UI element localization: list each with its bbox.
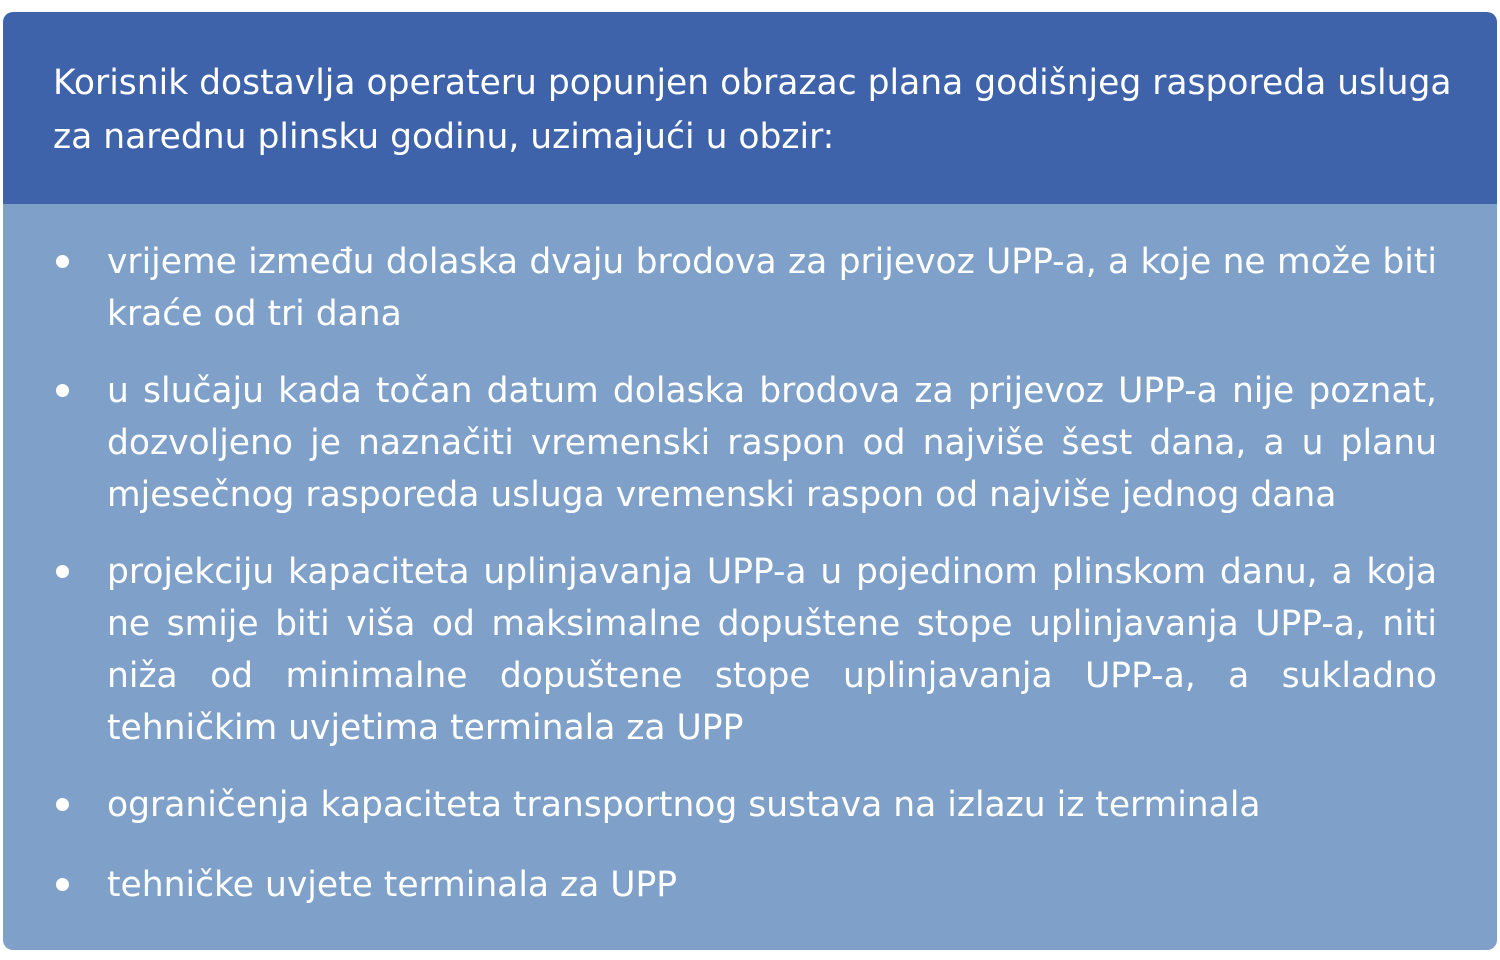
list-item: [3, 236, 1497, 340]
list-item-text: ograničenja kapaciteta transportnog sustava na izlazu iz terminala: [107, 785, 1261, 825]
list-item: [3, 365, 1497, 521]
list-item: [3, 779, 1497, 831]
panel-title: Korisnik dostavlja operateru popunjen obrazac plana godišnjeg rasporeda usluga za narednu plinsku godinu, uzimajući u obzir:: [53, 63, 1452, 157]
bullet-icon: [56, 878, 69, 891]
panel-body: [3, 204, 1497, 950]
list-item: [3, 546, 1497, 754]
panel-header: [3, 12, 1497, 204]
list-item-text: u slučaju kada točan datum dolaska brodova za prijevoz UPP-a nije poznat, dozvoljeno je naznačiti vremenski raspon od najviše šest dana, a u planu mjesečnog rasporeda usluga vremenski raspon od najviše jednog dana: [107, 371, 1437, 515]
bullet-icon: [56, 798, 69, 811]
list-item-text: tehničke uvjete terminala za UPP: [107, 865, 678, 905]
info-panel: [3, 12, 1497, 950]
list-item-text: projekciju kapaciteta uplinjavanja UPP-a u pojedinom plinskom danu, a koja ne smije biti viša od maksimalne dopuštene stope uplinjavanja UPP-a, niti niža od minimalne dopuštene stope uplinjavanja UPP-a, a sukladno tehničkim uvjetima terminala za UPP: [107, 552, 1437, 748]
bullet-icon: [56, 255, 69, 268]
list-item: [3, 859, 1497, 911]
bullet-icon: [56, 565, 69, 578]
bullet-icon: [56, 384, 69, 397]
bullet-list: [3, 236, 1497, 936]
list-item-text: vrijeme između dolaska dvaju brodova za prijevoz UPP-a, a koje ne može biti kraće od tri dana: [107, 242, 1437, 334]
